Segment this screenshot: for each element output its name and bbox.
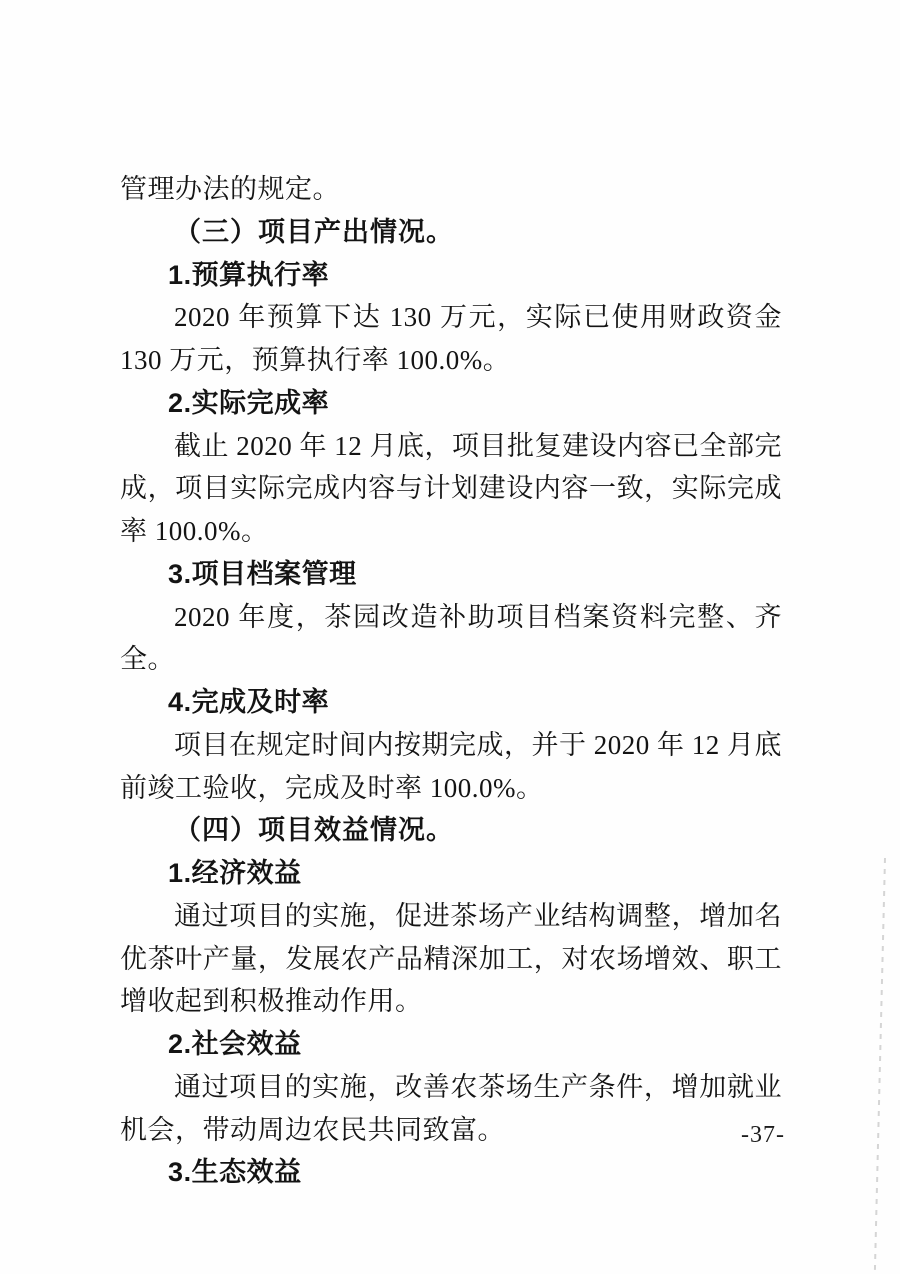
section-heading-project-output: （三）项目产出情况。	[174, 216, 454, 247]
sub-heading-economic-benefit: 1.经济效益	[168, 858, 302, 888]
paragraph-economic-benefit: 通过项目的实施，促进茶场产业结构调整，增加名优茶叶产量，发展农产品精深加工，对农场增效、职工增收起到积极推动作用。	[120, 900, 782, 1017]
section-heading-project-benefit: （四）项目效益情况。	[174, 815, 454, 846]
scan-artifact-dashed-line	[874, 858, 886, 1270]
paragraph-social-benefit: 通过项目的实施，改善农茶场生产条件，增加就业机会，带动周边农民共同致富。	[120, 1071, 782, 1145]
sub-heading-budget-execution: 1.预算执行率	[168, 259, 330, 290]
paragraph-budget-execution: 2020 年预算下达 130 万元，实际已使用财政资金 130 万元，预算执行率 100.0%。	[120, 302, 782, 375]
page-number: -37-	[741, 1122, 785, 1148]
paragraph-actual-completion: 截止 2020 年 12 月底，项目批复建设内容已全部完成，项目实际完成内容与计划建设内容一致，实际完成率 100.0%。	[120, 430, 782, 546]
document-body	[120, 168, 782, 1194]
paragraph-on-time-rate: 项目在规定时间内按期完成，并于 2020 年 12 月底前竣工验收，完成及时率 100.0%。	[120, 729, 782, 803]
paragraph-archive-management: 2020 年度，茶园改造补助项目档案资料完整、齐全。	[120, 601, 782, 675]
sub-heading-actual-completion: 2.实际完成率	[168, 387, 330, 418]
sub-heading-ecological-benefit: 3.生态效益	[168, 1157, 302, 1188]
sub-heading-social-benefit: 2.社会效益	[168, 1029, 302, 1059]
paragraph-continuation: 管理办法的规定。	[120, 174, 340, 204]
sub-heading-on-time-rate: 4.完成及时率	[168, 687, 330, 717]
sub-heading-archive-management: 3.项目档案管理	[168, 558, 357, 589]
